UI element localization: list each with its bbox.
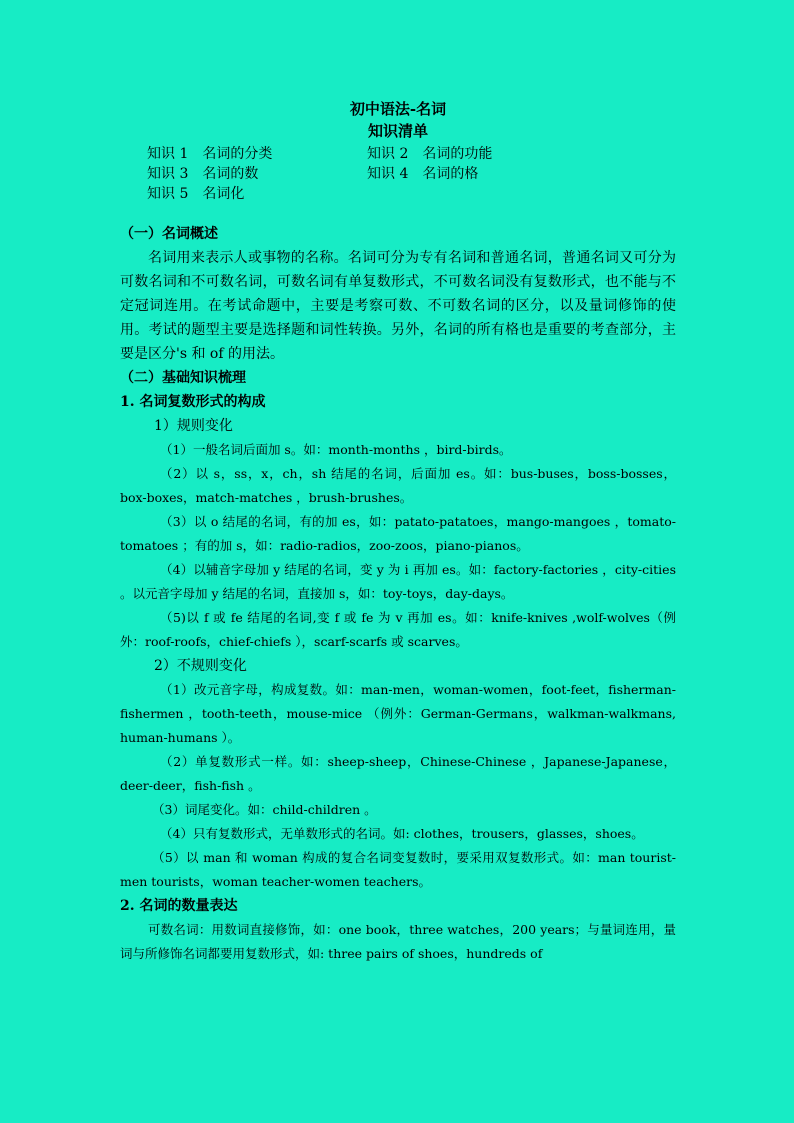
subheading-quantity-expression: 2. 名词的数量表达 (120, 898, 238, 914)
knowledge-item: 知识 2 名词的功能 (367, 146, 493, 162)
rule-paragraph: （5)以 f 或 fe 结尾的名词,变 f 或 fe 为 v 再加 es。如：knife-knives ,wolf-wolves（例外：roof-roofs，chief-chiefs ），scarf-scarfs 或 scarves。 (120, 610, 676, 649)
knowledge-item: 知识 5 名词化 (147, 186, 245, 202)
rule-paragraph: （4）只有复数形式，无单数形式的名词。如: clothes，trousers，glasses，shoes。 (160, 826, 644, 841)
rule-paragraph: （2）以 s，ss，x，ch，sh 结尾的名词，后面加 es。如：bus-buses，boss-bosses，box-boxes，match-matches ，brush-brushes。 (120, 466, 676, 505)
knowledge-list (147, 144, 676, 204)
knowledge-row (147, 184, 676, 204)
section-heading-overview: （一）名词概述 (120, 226, 218, 242)
rule-paragraph: （5）以 man 和 woman 构成的复合名词变复数时，要采用双复数形式。如：man tourist-men tourists，woman teacher-women teachers。 (120, 850, 676, 889)
knowledge-row (147, 144, 676, 164)
knowledge-item: 知识 1 名词的分类 (147, 146, 273, 162)
subheading-plural-forms: 1. 名词复数形式的构成 (120, 394, 266, 410)
regular-change-label: 1）规则变化 (154, 418, 233, 434)
rule-paragraph: （4）以辅音字母加 y 结尾的名词，变 y 为 i 再加 es。如：factory-factories ，city-cities 。以元音字母加 y 结尾的名词，直接加 s，如：toy-toys，day-days。 (120, 562, 676, 601)
page-subtitle: 知识清单 (367, 122, 428, 140)
quantity-paragraph: 可数名词：用数词直接修饰，如：one book，three watches，200 years；与量词连用，量词与所修饰名词都要用复数形式，如: three pairs of shoes，hundreds of (120, 922, 676, 961)
knowledge-item: 知识 3 名词的数 (147, 166, 259, 182)
rule-paragraph: （2）单复数形式一样。如：sheep-sheep，Chinese-Chinese ，Japanese-Japanese，deer-deer，fish-fish 。 (120, 754, 676, 793)
knowledge-row (147, 164, 676, 184)
page-title: 初中语法-名词 (349, 100, 447, 118)
overview-paragraph: 名词用来表示人或事物的名称。名词可分为专有名词和普通名词，普通名词又可分为可数名词和不可数名词，可数名词有单复数形式，不可数名词没有复数形式，也不能与不定冠词连用。在考试命题中，主要是考察可数、不可数名词的区分，以及量词修饰的使用。考试的题型主要是选择题和词性转换。另外，名词的所有格也是重要的考查部分，主要是区分's 和 of 的用法。 (120, 250, 676, 362)
rule-paragraph: （3）以 o 结尾的名词，有的加 es，如：patato-patatoes，mango-mangoes ，tomato-tomatoes ；有的加 s，如：radio-radios，zoo-zoos，piano-pianos。 (120, 514, 676, 553)
section-heading-basics: （二）基础知识梳理 (120, 370, 246, 386)
spacer (120, 204, 676, 222)
rule-paragraph: （1）一般名词后面加 s。如：month-months ，bird-birds。 (160, 442, 512, 457)
document-body (120, 98, 676, 966)
knowledge-item (367, 184, 587, 204)
knowledge-item: 知识 4 名词的格 (367, 166, 479, 182)
rule-paragraph: （1）改元音字母，构成复数。如：man-men，woman-women，foot-feet，fisherman-fishermen ，tooth-teeth，mouse-mice （例外：German-Germans，walkman-walkmans, human-humans ）。 (120, 682, 676, 745)
rule-paragraph: （3）词尾变化。如：child-children 。 (152, 802, 377, 817)
irregular-change-label: 2）不规则变化 (154, 658, 247, 674)
